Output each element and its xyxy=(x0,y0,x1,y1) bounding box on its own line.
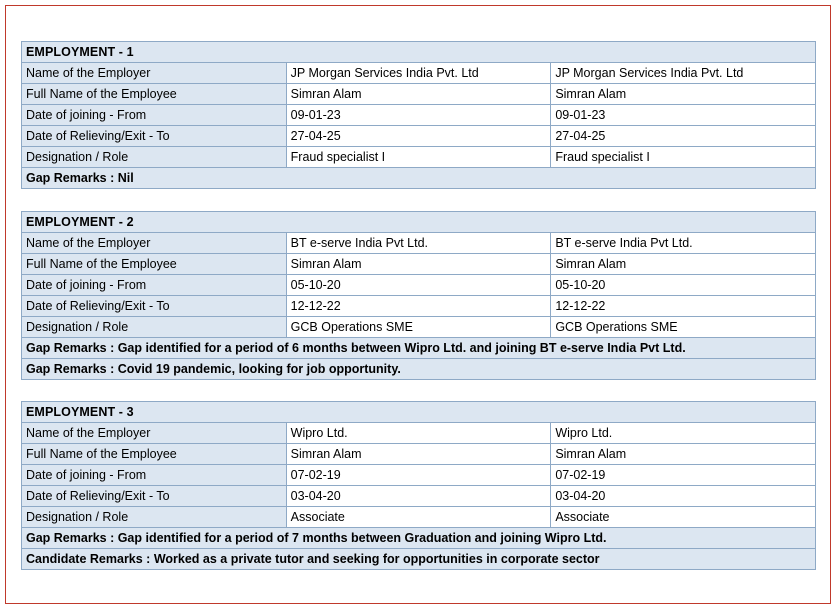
table-row xyxy=(22,126,816,147)
table-row xyxy=(22,402,816,423)
employment-block-2 xyxy=(21,211,816,380)
row-value-col2: GCB Operations SME xyxy=(551,317,816,338)
row-value-col2: 12-12-22 xyxy=(551,296,816,317)
row-value-col1: Associate xyxy=(286,507,551,528)
table-row xyxy=(22,528,816,549)
row-value-col2: 05-10-20 xyxy=(551,275,816,296)
row-label: Date of Relieving/Exit - To xyxy=(22,486,287,507)
table-row xyxy=(22,507,816,528)
row-value-col1: BT e-serve India Pvt Ltd. xyxy=(286,233,551,254)
table-row xyxy=(22,254,816,275)
row-value-col2: 27-04-25 xyxy=(551,126,816,147)
block-spacer xyxy=(21,380,816,401)
row-value-col1: Simran Alam xyxy=(286,84,551,105)
row-value-col2: 03-04-20 xyxy=(551,486,816,507)
table-row xyxy=(22,444,816,465)
gap-remarks: Gap Remarks : Gap identified for a period of 7 months between Graduation and joining Wipro Ltd. xyxy=(22,528,816,549)
row-value-col2: JP Morgan Services India Pvt. Ltd xyxy=(551,63,816,84)
table-row xyxy=(22,233,816,254)
row-value-col1: GCB Operations SME xyxy=(286,317,551,338)
table-row xyxy=(22,42,816,63)
row-value-col2: 07-02-19 xyxy=(551,465,816,486)
gap-remarks-secondary: Gap Remarks : Covid 19 pandemic, looking for job opportunity. xyxy=(22,359,816,380)
table-row xyxy=(22,296,816,317)
row-value-col2: Wipro Ltd. xyxy=(551,423,816,444)
row-value-col2: BT e-serve India Pvt Ltd. xyxy=(551,233,816,254)
table-row xyxy=(22,168,816,189)
row-value-col1: 05-10-20 xyxy=(286,275,551,296)
employment-title: EMPLOYMENT - 2 xyxy=(22,212,816,233)
row-label: Designation / Role xyxy=(22,507,287,528)
employment-block-1 xyxy=(21,41,816,189)
table-row xyxy=(22,275,816,296)
row-value-col1: Fraud specialist I xyxy=(286,147,551,168)
row-value-col2: Simran Alam xyxy=(551,444,816,465)
table-row xyxy=(22,84,816,105)
row-label: Date of Relieving/Exit - To xyxy=(22,126,287,147)
row-value-col1: 12-12-22 xyxy=(286,296,551,317)
row-value-col2: Simran Alam xyxy=(551,84,816,105)
row-value-col2: 09-01-23 xyxy=(551,105,816,126)
row-label: Name of the Employer xyxy=(22,233,287,254)
row-label: Date of joining - From xyxy=(22,275,287,296)
row-label: Date of joining - From xyxy=(22,465,287,486)
row-value-col1: 03-04-20 xyxy=(286,486,551,507)
row-label: Full Name of the Employee xyxy=(22,444,287,465)
row-value-col1: Simran Alam xyxy=(286,254,551,275)
row-label: Designation / Role xyxy=(22,317,287,338)
row-label: Full Name of the Employee xyxy=(22,254,287,275)
table-row xyxy=(22,549,816,570)
gap-remarks: Gap Remarks : Nil xyxy=(22,168,816,189)
row-label: Full Name of the Employee xyxy=(22,84,287,105)
table-row xyxy=(22,147,816,168)
table-row xyxy=(22,317,816,338)
row-value-col1: Simran Alam xyxy=(286,444,551,465)
row-value-col2: Fraud specialist I xyxy=(551,147,816,168)
row-value-col1: Wipro Ltd. xyxy=(286,423,551,444)
table-row xyxy=(22,486,816,507)
row-label: Name of the Employer xyxy=(22,63,287,84)
row-value-col1: 27-04-25 xyxy=(286,126,551,147)
table-row xyxy=(22,105,816,126)
table-row xyxy=(22,465,816,486)
block-spacer xyxy=(21,189,816,211)
employment-block-3 xyxy=(21,401,816,570)
row-value-col1: JP Morgan Services India Pvt. Ltd xyxy=(286,63,551,84)
gap-remarks: Gap Remarks : Gap identified for a period of 6 months between Wipro Ltd. and joining BT e-serve India Pvt Ltd. xyxy=(22,338,816,359)
table-row xyxy=(22,212,816,233)
row-value-col1: 09-01-23 xyxy=(286,105,551,126)
employment-title: EMPLOYMENT - 1 xyxy=(22,42,816,63)
row-value-col2: Simran Alam xyxy=(551,254,816,275)
row-label: Name of the Employer xyxy=(22,423,287,444)
employment-title: EMPLOYMENT - 3 xyxy=(22,402,816,423)
row-value-col1: 07-02-19 xyxy=(286,465,551,486)
table-row xyxy=(22,359,816,380)
table-row xyxy=(22,63,816,84)
row-label: Date of joining - From xyxy=(22,105,287,126)
row-label: Date of Relieving/Exit - To xyxy=(22,296,287,317)
table-row xyxy=(22,338,816,359)
candidate-remarks: Candidate Remarks : Worked as a private tutor and seeking for opportunities in corporate sector xyxy=(22,549,816,570)
row-label: Designation / Role xyxy=(22,147,287,168)
table-row xyxy=(22,423,816,444)
employment-history-document xyxy=(21,41,816,570)
row-value-col2: Associate xyxy=(551,507,816,528)
